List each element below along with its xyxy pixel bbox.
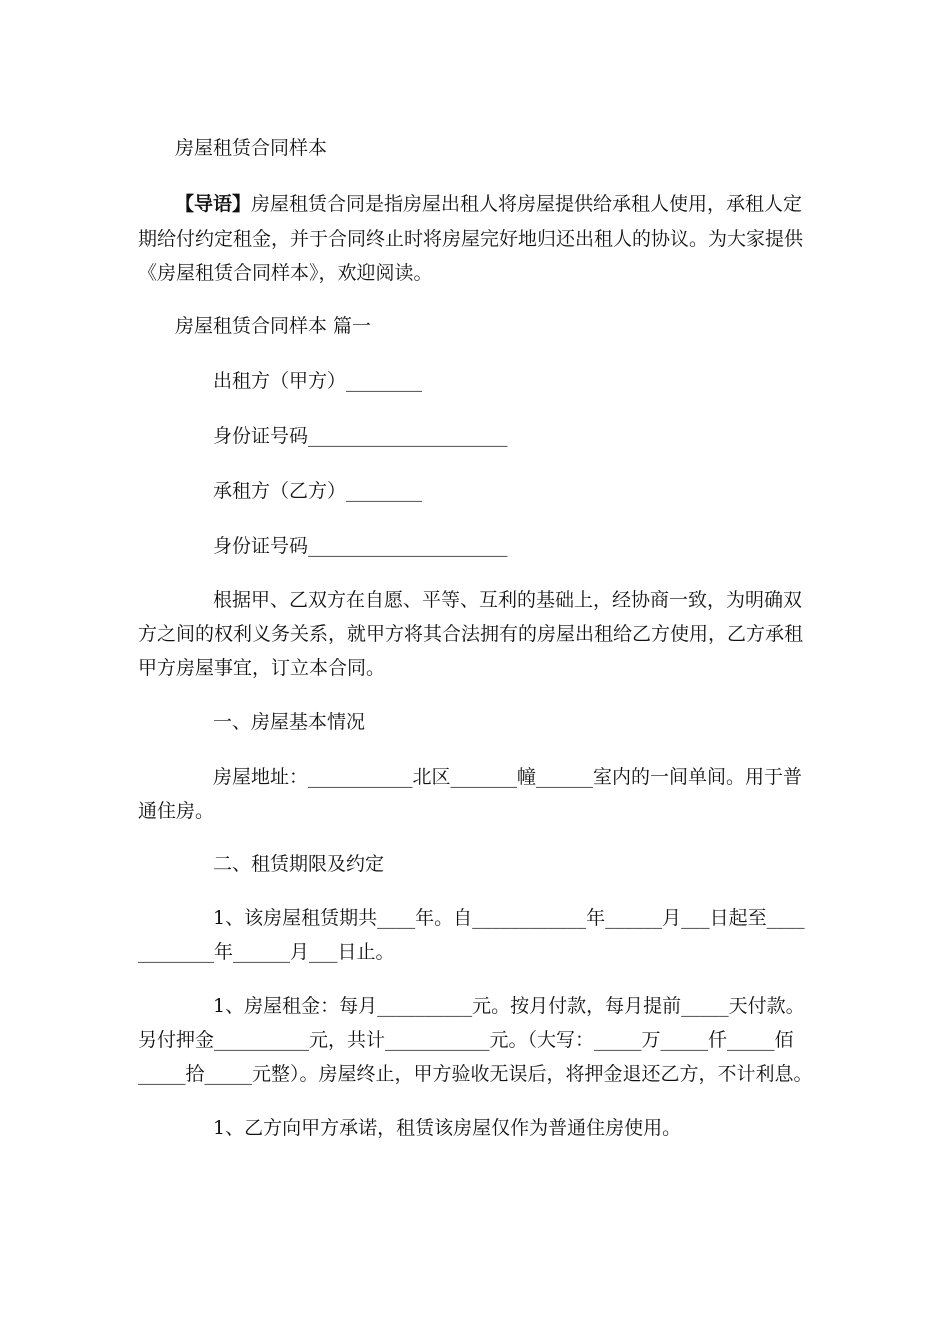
intro-tag: 【导语】 (175, 193, 252, 215)
preamble-line-3: 甲方房屋事宜，订立本合同。 (138, 657, 386, 679)
promise-line: 1、乙方向甲方承诺，租赁该房屋仅作为普通住房使用。 (213, 1117, 682, 1139)
term-line-2: ________年______月___日止。 (138, 941, 395, 963)
rent-line-3: _____拾_____元整）。房屋终止，甲方验收无误后，将押金退还乙方，不计利息。 (138, 1063, 813, 1085)
rent-line-2: 另付押金__________元，共计___________元。（大写：_____万_____仟_____佰 (138, 1029, 794, 1051)
term-line-1: 1、该房屋租赁期共____年。自____________年______月___日起至____ (213, 907, 805, 929)
address-line-1: 房屋地址：___________北区_______幢______室内的一间单间。用于普 (213, 766, 803, 788)
intro-line-2: 期给付约定租金，并于合同终止时将房屋完好地归还出租人的协议。为大家提供 (138, 228, 804, 250)
intro-line-1 (175, 190, 802, 218)
intro-text-1: 房屋租赁合同是指房屋出租人将房屋提供给承租人使用，承租人定 (251, 193, 803, 215)
intro-line-3: 《房屋租赁合同样本》，欢迎阅读。 (138, 262, 433, 284)
preamble-line-1: 根据甲、乙双方在自愿、平等、互利的基础上，经协商一致，为明确双 (213, 589, 803, 611)
document-title: 房屋租赁合同样本 (175, 137, 328, 159)
preamble-line-2: 方之间的权利义务关系，就甲方将其合法拥有的房屋出租给乙方使用，乙方承租 (138, 623, 804, 645)
party-a-field: 出租方（甲方）________ (213, 370, 423, 392)
id-b-field: 身份证号码_____________________ (213, 535, 508, 557)
heading-term: 二、租赁期限及约定 (213, 853, 385, 875)
id-a-field: 身份证号码_____________________ (213, 425, 508, 447)
rent-line-1: 1、房屋租金：每月__________元。按月付款，每月提前_____天付款。 (213, 995, 805, 1017)
section-title: 房屋租赁合同样本 篇一 (175, 315, 372, 337)
party-b-field: 承租方（乙方）________ (213, 480, 423, 502)
address-line-2: 通住房。 (138, 800, 215, 822)
heading-basic-info: 一、房屋基本情况 (213, 711, 366, 733)
